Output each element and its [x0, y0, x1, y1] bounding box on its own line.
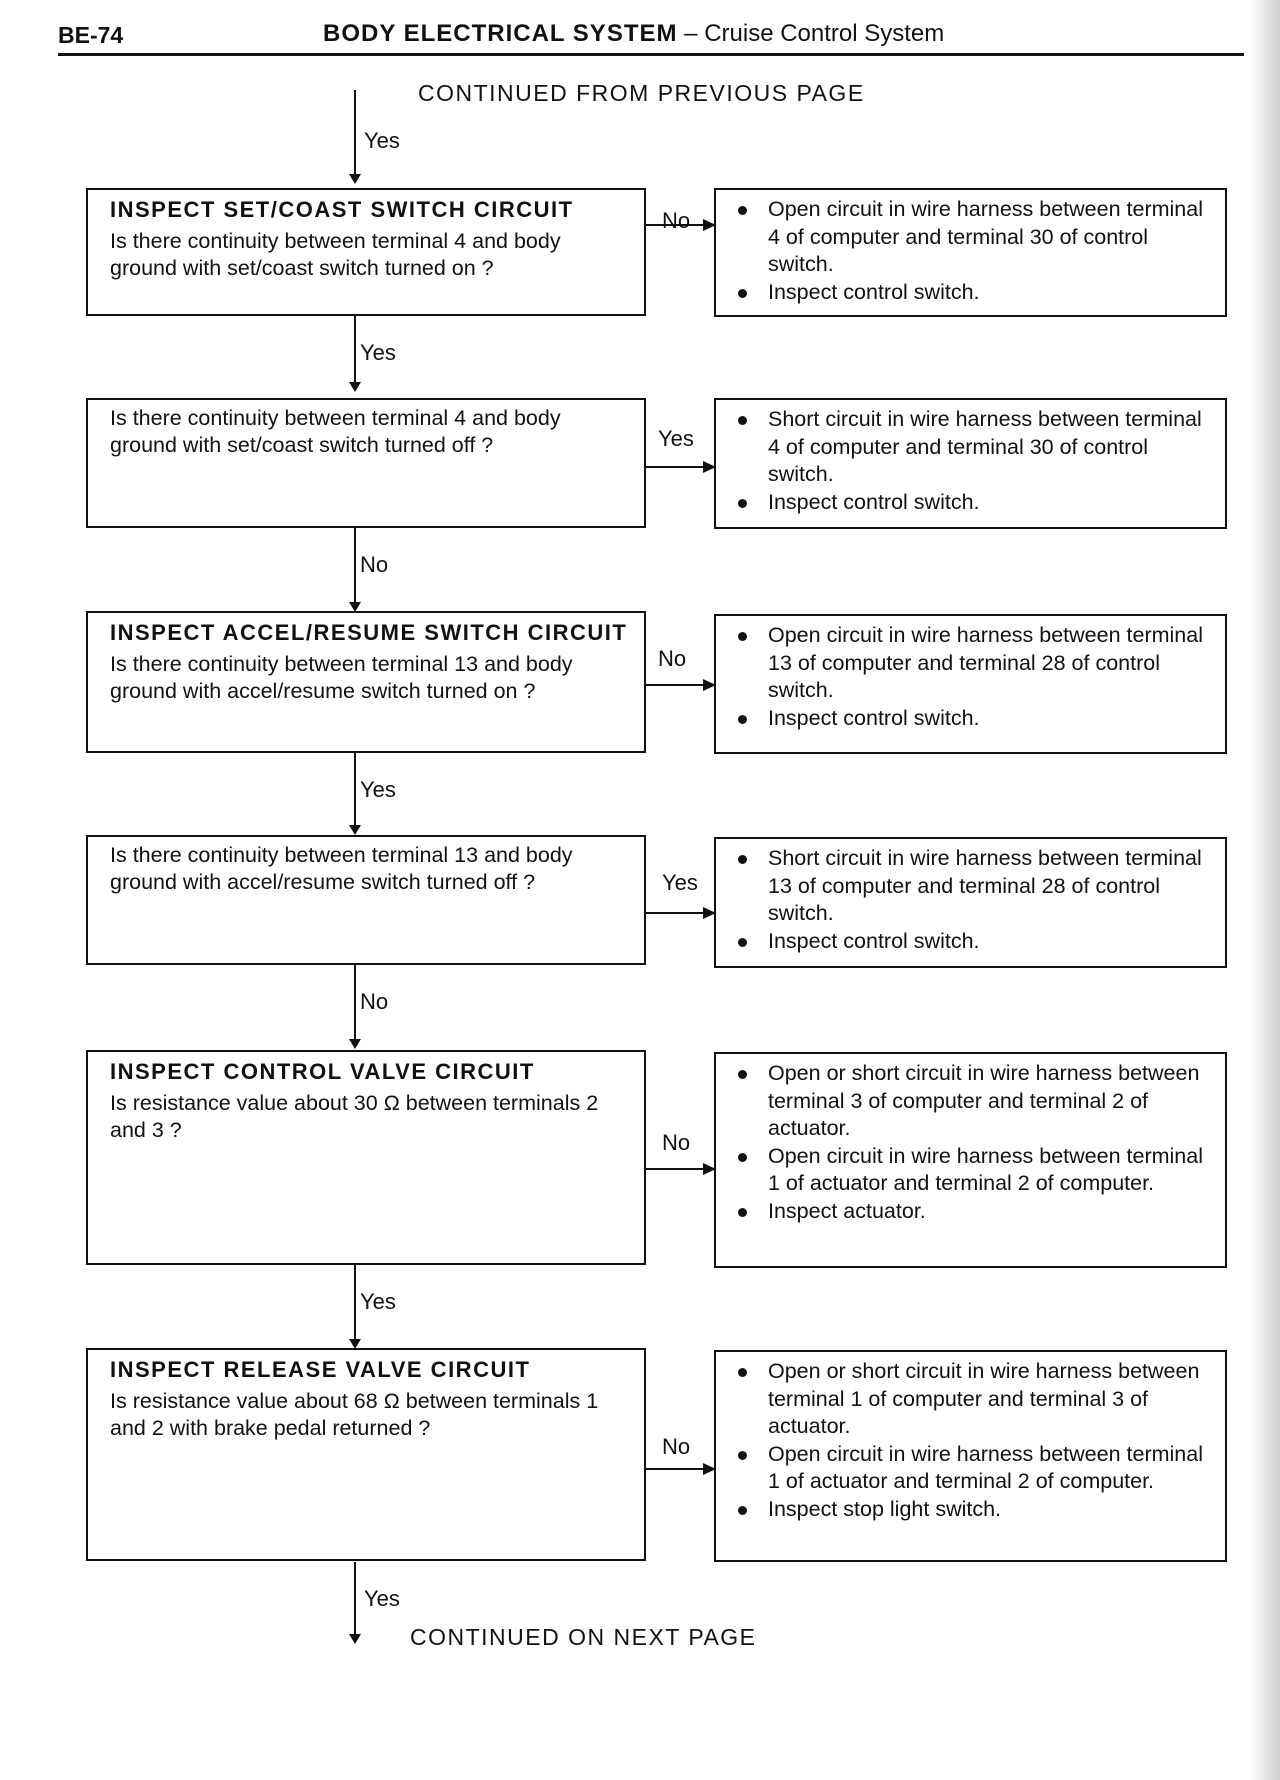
flow-arrow [354, 965, 356, 1047]
page-code: BE-74 [58, 22, 124, 48]
result-list [736, 1358, 1215, 1523]
check-question: Is there continuity between terminal 4 and body ground with set/coast switch turned on ? [110, 229, 561, 280]
page-header-title [323, 20, 944, 48]
check-question: Is there continuity between terminal 13 and body ground with accel/resume switch turned on ? [110, 652, 573, 703]
result-box [714, 398, 1227, 529]
result-item: Inspect control switch. [736, 928, 1215, 956]
check-question: Is there continuity between terminal 13 and body ground with accel/resume switch turned off ? [110, 843, 573, 894]
flow-label-top: Yes [364, 128, 400, 153]
result-list [736, 196, 1215, 306]
header-rule [58, 53, 1244, 56]
result-list [736, 622, 1215, 732]
branch-arrow [646, 1168, 714, 1170]
flow-arrow-bottom [354, 1562, 356, 1642]
flow-arrow [354, 316, 356, 390]
result-box [714, 188, 1227, 317]
result-item: Open circuit in wire harness between terminal 13 of computer and terminal 28 of control switch. [736, 622, 1215, 705]
header-separator: – [684, 20, 698, 47]
flow-label: Yes [360, 1289, 396, 1314]
page-edge-shadow [1250, 0, 1280, 1780]
check-box [86, 398, 646, 528]
result-item: Open circuit in wire harness between terminal 1 of actuator and terminal 2 of computer. [736, 1143, 1215, 1198]
check-question: Is resistance value about 30 Ω between terminals 2 and 3 ? [110, 1091, 599, 1142]
flow-arrow [354, 1265, 356, 1347]
result-item: Inspect control switch. [736, 489, 1215, 517]
flow-arrow [354, 753, 356, 833]
flow-label: Yes [360, 340, 396, 365]
branch-label: No [662, 1434, 691, 1459]
result-item: Inspect actuator. [736, 1198, 1215, 1226]
result-item: Inspect control switch. [736, 705, 1215, 733]
section-title: BODY ELECTRICAL SYSTEM [323, 20, 678, 47]
flow-arrow [354, 528, 356, 610]
check-title: INSPECT ACCEL/RESUME SWITCH CIRCUIT [110, 620, 628, 645]
continued-on-text: CONTINUED ON NEXT PAGE [410, 1624, 757, 1650]
branch-label: No [662, 1130, 691, 1155]
result-item: Inspect stop light switch. [736, 1496, 1215, 1524]
branch-label: Yes [658, 426, 694, 451]
result-item: Short circuit in wire harness between terminal 13 of computer and terminal 28 of control switch. [736, 845, 1215, 928]
branch-arrow [646, 466, 714, 468]
check-box [86, 1348, 646, 1561]
result-item: Open or short circuit in wire harness between terminal 1 of computer and terminal 3 of actuator. [736, 1358, 1215, 1441]
result-box [714, 837, 1227, 968]
flow-arrow-top [354, 90, 356, 182]
result-list [736, 406, 1215, 516]
branch-arrow [646, 684, 714, 686]
flow-label: No [360, 989, 389, 1014]
continued-from-text: CONTINUED FROM PREVIOUS PAGE [418, 80, 865, 106]
check-title: INSPECT CONTROL VALVE CIRCUIT [110, 1059, 535, 1084]
result-box [714, 1052, 1227, 1268]
check-question: Is resistance value about 68 Ω between terminals 1 and 2 with brake pedal returned ? [110, 1389, 599, 1440]
check-box [86, 611, 646, 753]
branch-arrow [646, 912, 714, 914]
result-list [736, 1060, 1215, 1225]
branch-label: No [658, 646, 687, 671]
subsection-title: Cruise Control System [704, 20, 945, 47]
check-title: INSPECT RELEASE VALVE CIRCUIT [110, 1357, 531, 1382]
check-question: Is there continuity between terminal 4 and body ground with set/coast switch turned off ? [110, 406, 561, 457]
result-item: Short circuit in wire harness between terminal 4 of computer and terminal 30 of control switch. [736, 406, 1215, 489]
flow-label: Yes [360, 777, 396, 802]
flow-label: No [360, 552, 389, 577]
result-box [714, 1350, 1227, 1562]
result-item: Open or short circuit in wire harness between terminal 3 of computer and terminal 2 of actuator. [736, 1060, 1215, 1143]
branch-label: No [662, 208, 691, 233]
check-box [86, 1050, 646, 1265]
result-list [736, 845, 1215, 955]
branch-label: Yes [662, 870, 698, 895]
result-item: Open circuit in wire harness between terminal 4 of computer and terminal 30 of control switch. [736, 196, 1215, 279]
check-title: INSPECT SET/COAST SWITCH CIRCUIT [110, 197, 574, 222]
branch-arrow [646, 1468, 714, 1470]
result-item: Open circuit in wire harness between terminal 1 of actuator and terminal 2 of computer. [736, 1441, 1215, 1496]
result-box [714, 614, 1227, 754]
flow-label-bottom: Yes [364, 1586, 400, 1611]
check-box [86, 188, 646, 316]
result-item: Inspect control switch. [736, 279, 1215, 307]
check-box [86, 835, 646, 965]
